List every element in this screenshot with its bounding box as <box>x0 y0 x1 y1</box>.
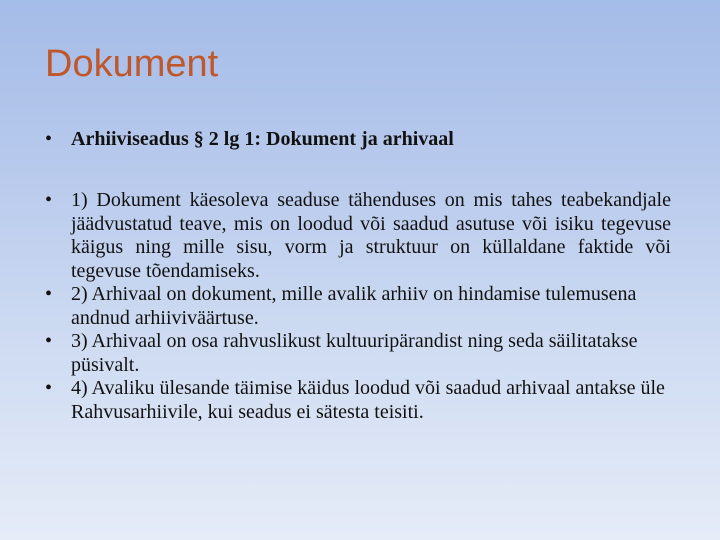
bullet-marker: • <box>45 377 53 399</box>
bullet-marker: • <box>45 128 53 150</box>
slide-title: Dokument <box>45 43 219 85</box>
list-item <box>45 189 671 283</box>
bullet-marker: • <box>45 189 53 211</box>
bullet-marker: • <box>45 330 53 352</box>
heading-bullet <box>45 128 685 151</box>
list-item <box>45 330 671 377</box>
list-item-text: 3) Arhivaal on osa rahvuslikust kultuuripärandist ning seda säilitatakse püsivalt. <box>71 330 638 376</box>
list-item-text: 4) Avaliku ülesande täimise käidus loodud või saadud arhivaal antakse üle Rahvusarhiivile, kui seadus ei sätesta teisiti. <box>71 377 665 423</box>
bullet-marker: • <box>45 283 53 305</box>
list-item-text: 1) Dokument käesoleva seaduse tähenduses on mis tahes teabekandjale jäädvustatud teave, mis on loodud või saadud asutuse või isiku tegevuse käigus ning mille sisu, vorm ja struktuur on küllaldane faktide või tegevuse tõendamiseks. <box>71 189 671 282</box>
definition-list <box>45 189 671 424</box>
list-item-text: 2) Arhivaal on dokument, mille avalik arhiiv on hindamise tulemusena andnud arhiiviväärtuse. <box>71 283 637 329</box>
list-item <box>45 283 671 330</box>
list-item <box>45 377 671 424</box>
heading-text: Arhiiviseadus § 2 lg 1: Dokument ja arhivaal <box>71 128 454 150</box>
